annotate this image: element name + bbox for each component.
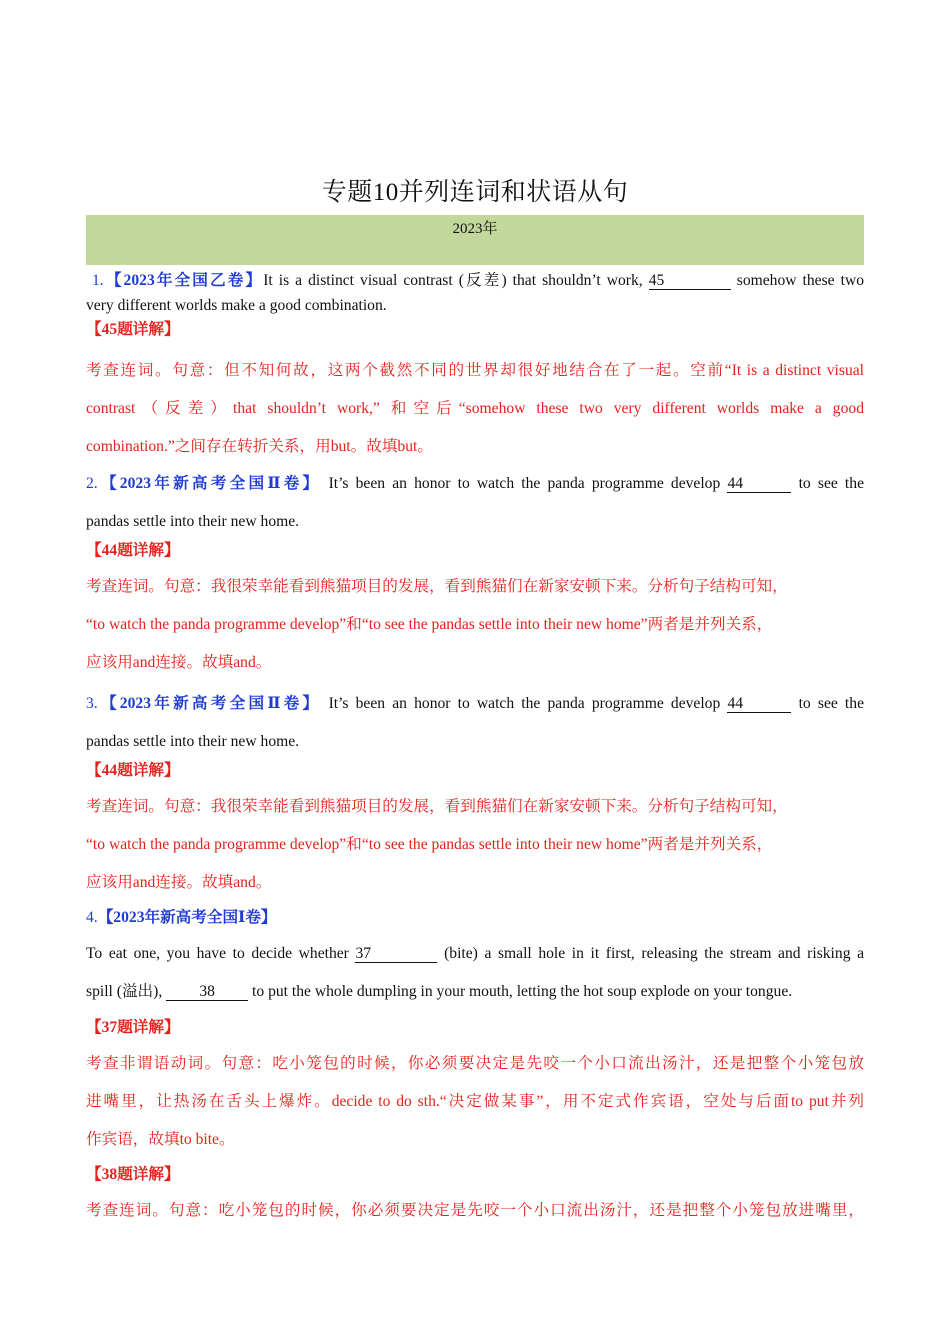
question-4-header — [86, 907, 864, 929]
question-source: 【2023年新高考全国Ⅱ卷】 — [97, 695, 322, 712]
detail-heading: 【38题详解】 — [86, 1166, 180, 1183]
detail-line: combination.”之间存在转折关系，用but。故填but。 — [86, 438, 433, 455]
question-4-line-2 — [86, 973, 864, 1011]
question-text: somehow these two — [736, 272, 864, 289]
detail-line: 进嘴里，让热汤在舌头上爆炸。decide to do sth.“决定做某事”，用不定式作宾语，空处与后面to put并列 — [86, 1093, 864, 1110]
question-1-line-1 — [86, 268, 864, 293]
question-4-line-1 — [86, 935, 864, 973]
question-text: to put the whole dumpling in your mouth, letting the hot soup explode on your tongue. — [252, 983, 793, 1000]
year-label: 2023年 — [452, 221, 498, 237]
answer-blank-44: 44 — [727, 696, 791, 713]
q2-detail-heading — [86, 540, 864, 562]
question-source: 【2023年新高考全国Ⅰ卷】 — [97, 909, 277, 926]
detail-heading: 【44题详解】 — [86, 542, 180, 559]
detail-heading: 【45题详解】 — [86, 321, 180, 338]
detail-line: 考查连词。句意：我很荣幸能看到熊猫项目的发展，看到熊猫们在新家安顿下来。分析句子结构可知， — [86, 578, 788, 595]
question-3-line-1 — [86, 685, 864, 723]
question-source: 【2023年新高考全国Ⅱ卷】 — [97, 475, 322, 492]
question-3 — [86, 685, 864, 761]
detail-heading: 【37题详解】 — [86, 1019, 180, 1036]
detail-line: 应该用and连接。故填and。 — [86, 654, 272, 671]
question-2 — [86, 465, 864, 541]
year-section-header — [86, 215, 864, 265]
q3-detail — [86, 788, 864, 902]
detail-line: 作宾语，故填to bite。 — [86, 1131, 235, 1148]
q2-detail — [86, 568, 864, 682]
question-text: (bite) a small hole in it first, releasing the stream and risking a — [444, 945, 865, 962]
answer-blank-38: 38 — [166, 984, 248, 1001]
question-text: To eat one, you have to decide whether — [86, 945, 349, 962]
answer-blank-45: 45 — [649, 273, 731, 290]
detail-line: “to watch the panda programme develop”和“to see the pandas settle into their new home”两者是并列关系， — [86, 616, 773, 633]
question-text: to see the — [798, 475, 864, 492]
detail-line: 考查连词。句意：但不知何故，这两个截然不同的世界却很好地结合在了一起。空前“It is a distinct visual — [86, 362, 864, 379]
question-number: 2. — [86, 475, 98, 492]
question-number: 3. — [86, 695, 98, 712]
question-2-line-2: pandas settle into their new home. — [86, 513, 300, 530]
detail-line: 考查连词。句意：我很荣幸能看到熊猫项目的发展，看到熊猫们在新家安顿下来。分析句子结构可知， — [86, 798, 788, 815]
question-1-line-2: very different worlds make a good combination. — [86, 297, 387, 314]
question-4 — [86, 935, 864, 1011]
detail-line: 考查非谓语动词。句意：吃小笼包的时候，你必须要决定是先咬一个小口流出汤汁，还是把整个小笼包放 — [86, 1055, 864, 1072]
detail-heading: 【44题详解】 — [86, 762, 180, 779]
q4-detail37 — [86, 1045, 864, 1159]
question-text: It’s been an honor to watch the panda programme develop — [328, 475, 721, 492]
q1-detail — [86, 352, 864, 466]
question-3-line-2: pandas settle into their new home. — [86, 733, 300, 750]
q4-detail37-heading — [86, 1017, 864, 1039]
page-title: 专题10并列连词和状语从句 — [321, 179, 629, 206]
detail-line: 考查连词。句意：吃小笼包的时候，你必须要决定是先咬一个小口流出汤汁，还是把整个小笼包放进嘴里， — [86, 1202, 864, 1219]
question-1 — [86, 268, 864, 318]
question-number: 1. — [92, 272, 104, 289]
q4-detail38 — [86, 1192, 864, 1230]
detail-line: contrast（反差）that shouldn’t work,” 和空后“somehow these two very different worlds make a good — [86, 400, 864, 417]
question-text: spill (溢出), — [86, 983, 163, 1000]
q1-detail-heading — [86, 319, 864, 341]
q3-detail-heading — [86, 760, 864, 782]
question-text: It’s been an honor to watch the panda programme develop — [328, 695, 721, 712]
detail-line: “to watch the panda programme develop”和“to see the pandas settle into their new home”两者是并列关系， — [86, 836, 773, 853]
q4-detail38-heading — [86, 1164, 864, 1186]
question-text: to see the — [798, 695, 864, 712]
detail-line: 应该用and连接。故填and。 — [86, 874, 272, 891]
question-number: 4. — [86, 909, 98, 926]
answer-blank-44: 44 — [727, 476, 791, 493]
question-source: 【2023年全国乙卷】 — [103, 272, 264, 289]
question-text: It is a distinct visual contrast (反差) that shouldn’t work, — [263, 272, 643, 289]
answer-blank-37: 37 — [355, 946, 437, 963]
question-2-line-1 — [86, 465, 864, 503]
